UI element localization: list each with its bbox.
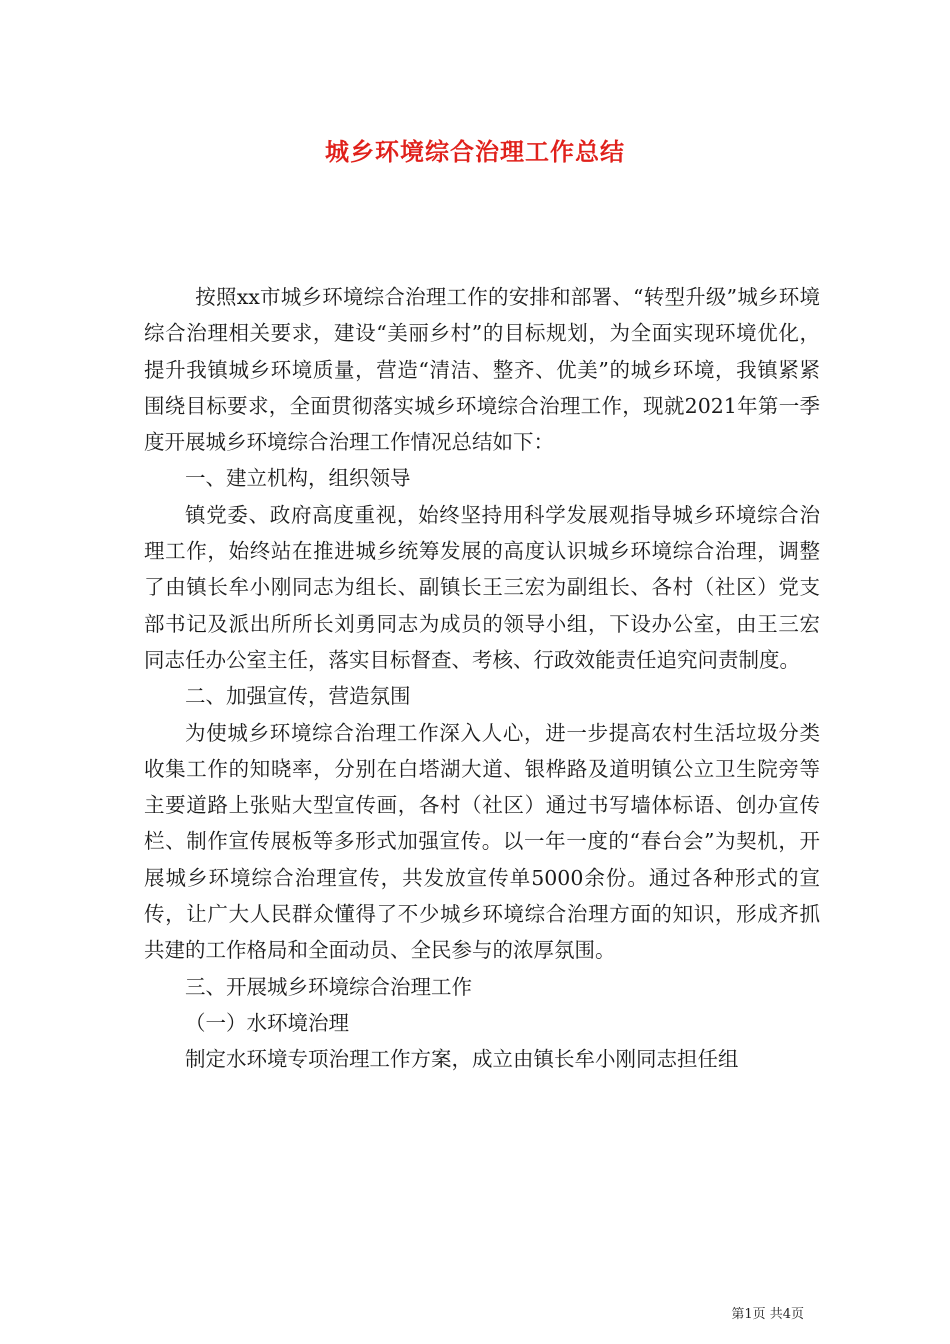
subsection-heading-1: （一）水环境治理 <box>185 1010 349 1035</box>
section-1-paragraph: 镇党委、政府高度重视，始终坚持用科学发展观指导城乡环境综合治理工作，始终站在推进城乡统筹发展的高度认识城乡环境综合治理，调整了由镇长牟小刚同志为组长、副镇长王三宏为副组长、各村（社区）党支部书记及派出所所长刘勇同志为成员的领导小组，下设办公室，由王三宏同志任办公室主任，落实目标督查、考核、行政效能责任追究问责制度。 <box>144 502 820 672</box>
section-2-paragraph: 为使城乡环境综合治理工作深入人心，进一步提高农村生活垃圾分类收集工作的知晓率，分别在白塔湖大道、银桦路及道明镇公立卫生院旁等主要道路上张贴大型宣传画，各村（社区）通过书写墙体标语、创办宣传栏、制作宣传展板等多形式加强宣传。以一年一度的“春台会”为契机，开展城乡环境综合治理宣传，共发放宣传单5000余份。通过各种形式的宣传，让广大人民群众懂得了不少城乡环境综合治理方面的知识，形成齐抓共建的工作格局和全面动员、全民参与的浓厚氛围。 <box>144 720 820 963</box>
document-body <box>144 279 820 1078</box>
section-heading-3: 三、开展城乡环境综合治理工作 <box>185 974 472 999</box>
page-number: 第1页 共4页 <box>731 1307 804 1322</box>
intro-paragraph: 按照xx市城乡环境综合治理工作的安排和部署、“转型升级”城乡环境综合治理相关要求，建设“美丽乡村”的目标规划，为全面实现环境优化，提升我镇城乡环境质量，营造“清洁、整齐、优美”的城乡环境，我镇紧紧围绕目标要求，全面贯彻落实城乡环境综合治理工作，现就2021年第一季度开展城乡环境综合治理工作情况总结如下： <box>144 285 820 455</box>
section-heading-1: 一、建立机构，组织领导 <box>185 466 411 491</box>
section-heading-2: 二、加强宣传，营造氛围 <box>185 684 411 709</box>
subsection-1-paragraph: 制定水环境专项治理工作方案，成立由镇长牟小刚同志担任组 <box>185 1047 739 1072</box>
document-title: 城乡环境综合治理工作总结 <box>325 138 625 166</box>
